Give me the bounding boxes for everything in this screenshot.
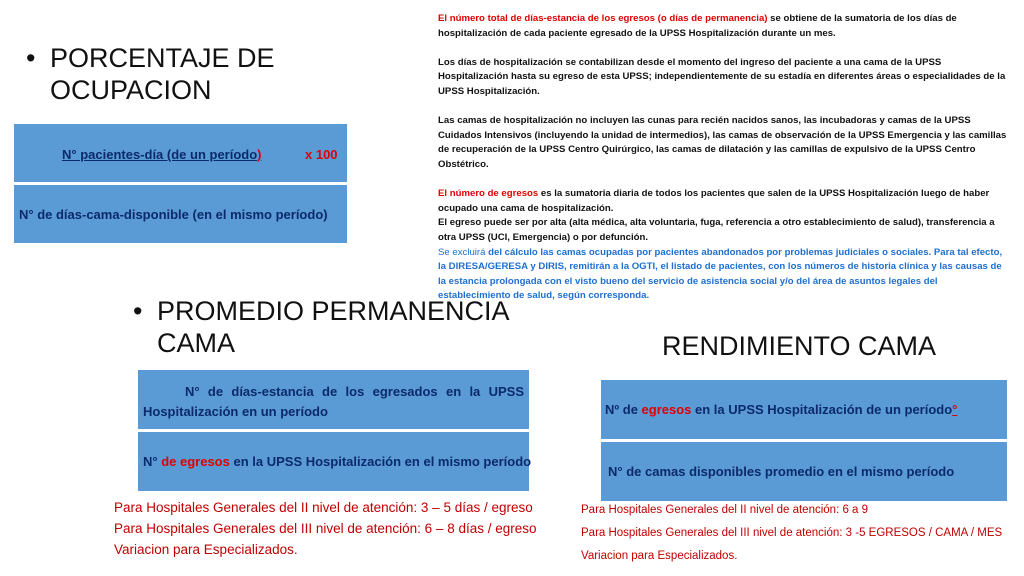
stay-title <box>133 295 510 359</box>
note-paragraph-1: El número total de días-estancia de los egresos (o días de permanencia) se obtiene de la sumatoria de los días de hospitalización de cada paciente egresado de la UPSS Hospitalización durante un mes. <box>438 13 957 39</box>
note-paragraph-2: Los días de hospitalización se contabilizan desde el momento del ingreso del paciente a una cama de la UPSS Hospitalización hasta su egreso de esta UPSS; independientemente de su estadía en diferentes áreas o especialidades de la UPSS Hospitalización. <box>438 56 1006 97</box>
occupancy-multiplier: x 100 <box>305 147 338 162</box>
occupancy-title <box>26 42 275 106</box>
occupancy-title-line2: OCUPACION <box>50 75 212 105</box>
occupancy-denominator: N° de días-cama-disponible (en el mismo período) <box>19 207 328 222</box>
stay-title-line1: PROMEDIO PERMANENCIA <box>157 296 510 326</box>
note-paragraph-6: Se excluirá del cálculo las camas ocupadas por pacientes abandonados por problemas judiciales o sociales. Para tal efecto, la DIRESA/GERESA y DIRIS, remitirán a la OGTI, el listado de pacientes, con los números de historia clínica y las causas de la estancia prolongada con el visto bueno del servicio de asistencia social y/o del área de asuntos legales del establecimiento de salud, según corresponda. <box>438 246 1003 302</box>
stay-foot-1: Para Hospitales Generales del II nivel de atención: 3 – 5 días / egreso <box>114 500 533 515</box>
notes-block <box>438 12 1010 304</box>
yield-foot-3: Variacion para Especializados. <box>581 550 738 562</box>
stay-numerator: N° de días-estancia de los egresados en la UPSS Hospitalización en un período <box>143 384 524 419</box>
yield-foot-2: Para Hospitales Generales del III nivel de atención: 3 -5 EGRESOS / CAMA / MES <box>581 527 1003 539</box>
stay-foot-3: Variacion para Especializados. <box>114 542 298 557</box>
bullet-dot: • <box>133 296 143 326</box>
occupancy-denominator-box <box>14 185 347 243</box>
yield-title: RENDIMIENTO CAMA <box>662 331 937 361</box>
occupancy-title-line1: PORCENTAJE DE <box>50 43 275 73</box>
occupancy-numerator-box <box>14 124 347 182</box>
stay-title-line2: CAMA <box>157 328 236 358</box>
occupancy-numerator: N° pacientes-día (de un período) <box>62 147 262 162</box>
stay-foot-2: Para Hospitales Generales del III nivel de atención: 6 – 8 días / egreso <box>114 521 537 536</box>
stay-footnotes <box>114 497 544 560</box>
bullet-dot: • <box>26 43 36 73</box>
stay-denominator-box <box>138 432 532 491</box>
yield-foot-1: Para Hospitales Generales del II nivel de atención: 6 a 9 <box>581 504 869 516</box>
yield-numerator-box <box>601 380 1007 439</box>
yield-footnotes <box>581 499 1011 567</box>
yield-numerator: Nº de egresos en la UPSS Hospitalización de un período° <box>605 402 958 417</box>
stay-denominator: N° de egresos en la UPSS Hospitalización en el mismo período <box>143 454 532 469</box>
note-paragraph-5: El egreso puede ser por alta (alta médica, alta voluntaria, fuga, referencia a otro establecimiento de salud), transferencia a otra UPSS (UCI, Emergencia) o por defunción. <box>438 217 995 243</box>
note-paragraph-3: Las camas de hospitalización no incluyen las cunas para recién nacidos sanos, las incubadoras y camas de la UPSS Cuidados Intensivos (incluyendo la unidad de intermedios), las camas de observación de la UPSS Emergencia y las camillas de recuperación de la UPSS Centro Quirúrgico, las camas de dilatación y las camillas de expulsivo de la UPSS Centro Obstétrico. <box>438 115 1007 170</box>
yield-denominator-box <box>601 442 1007 501</box>
note-paragraph-4: El número de egresos es la sumatoria diaria de todos los pacientes que salen de la UPSS Hospitalización luego de haber ocupado una cama de hospitalización. <box>438 188 990 214</box>
stay-numerator-box <box>138 370 529 429</box>
yield-denominator: N° de camas disponibles promedio en el mismo período <box>608 464 955 479</box>
